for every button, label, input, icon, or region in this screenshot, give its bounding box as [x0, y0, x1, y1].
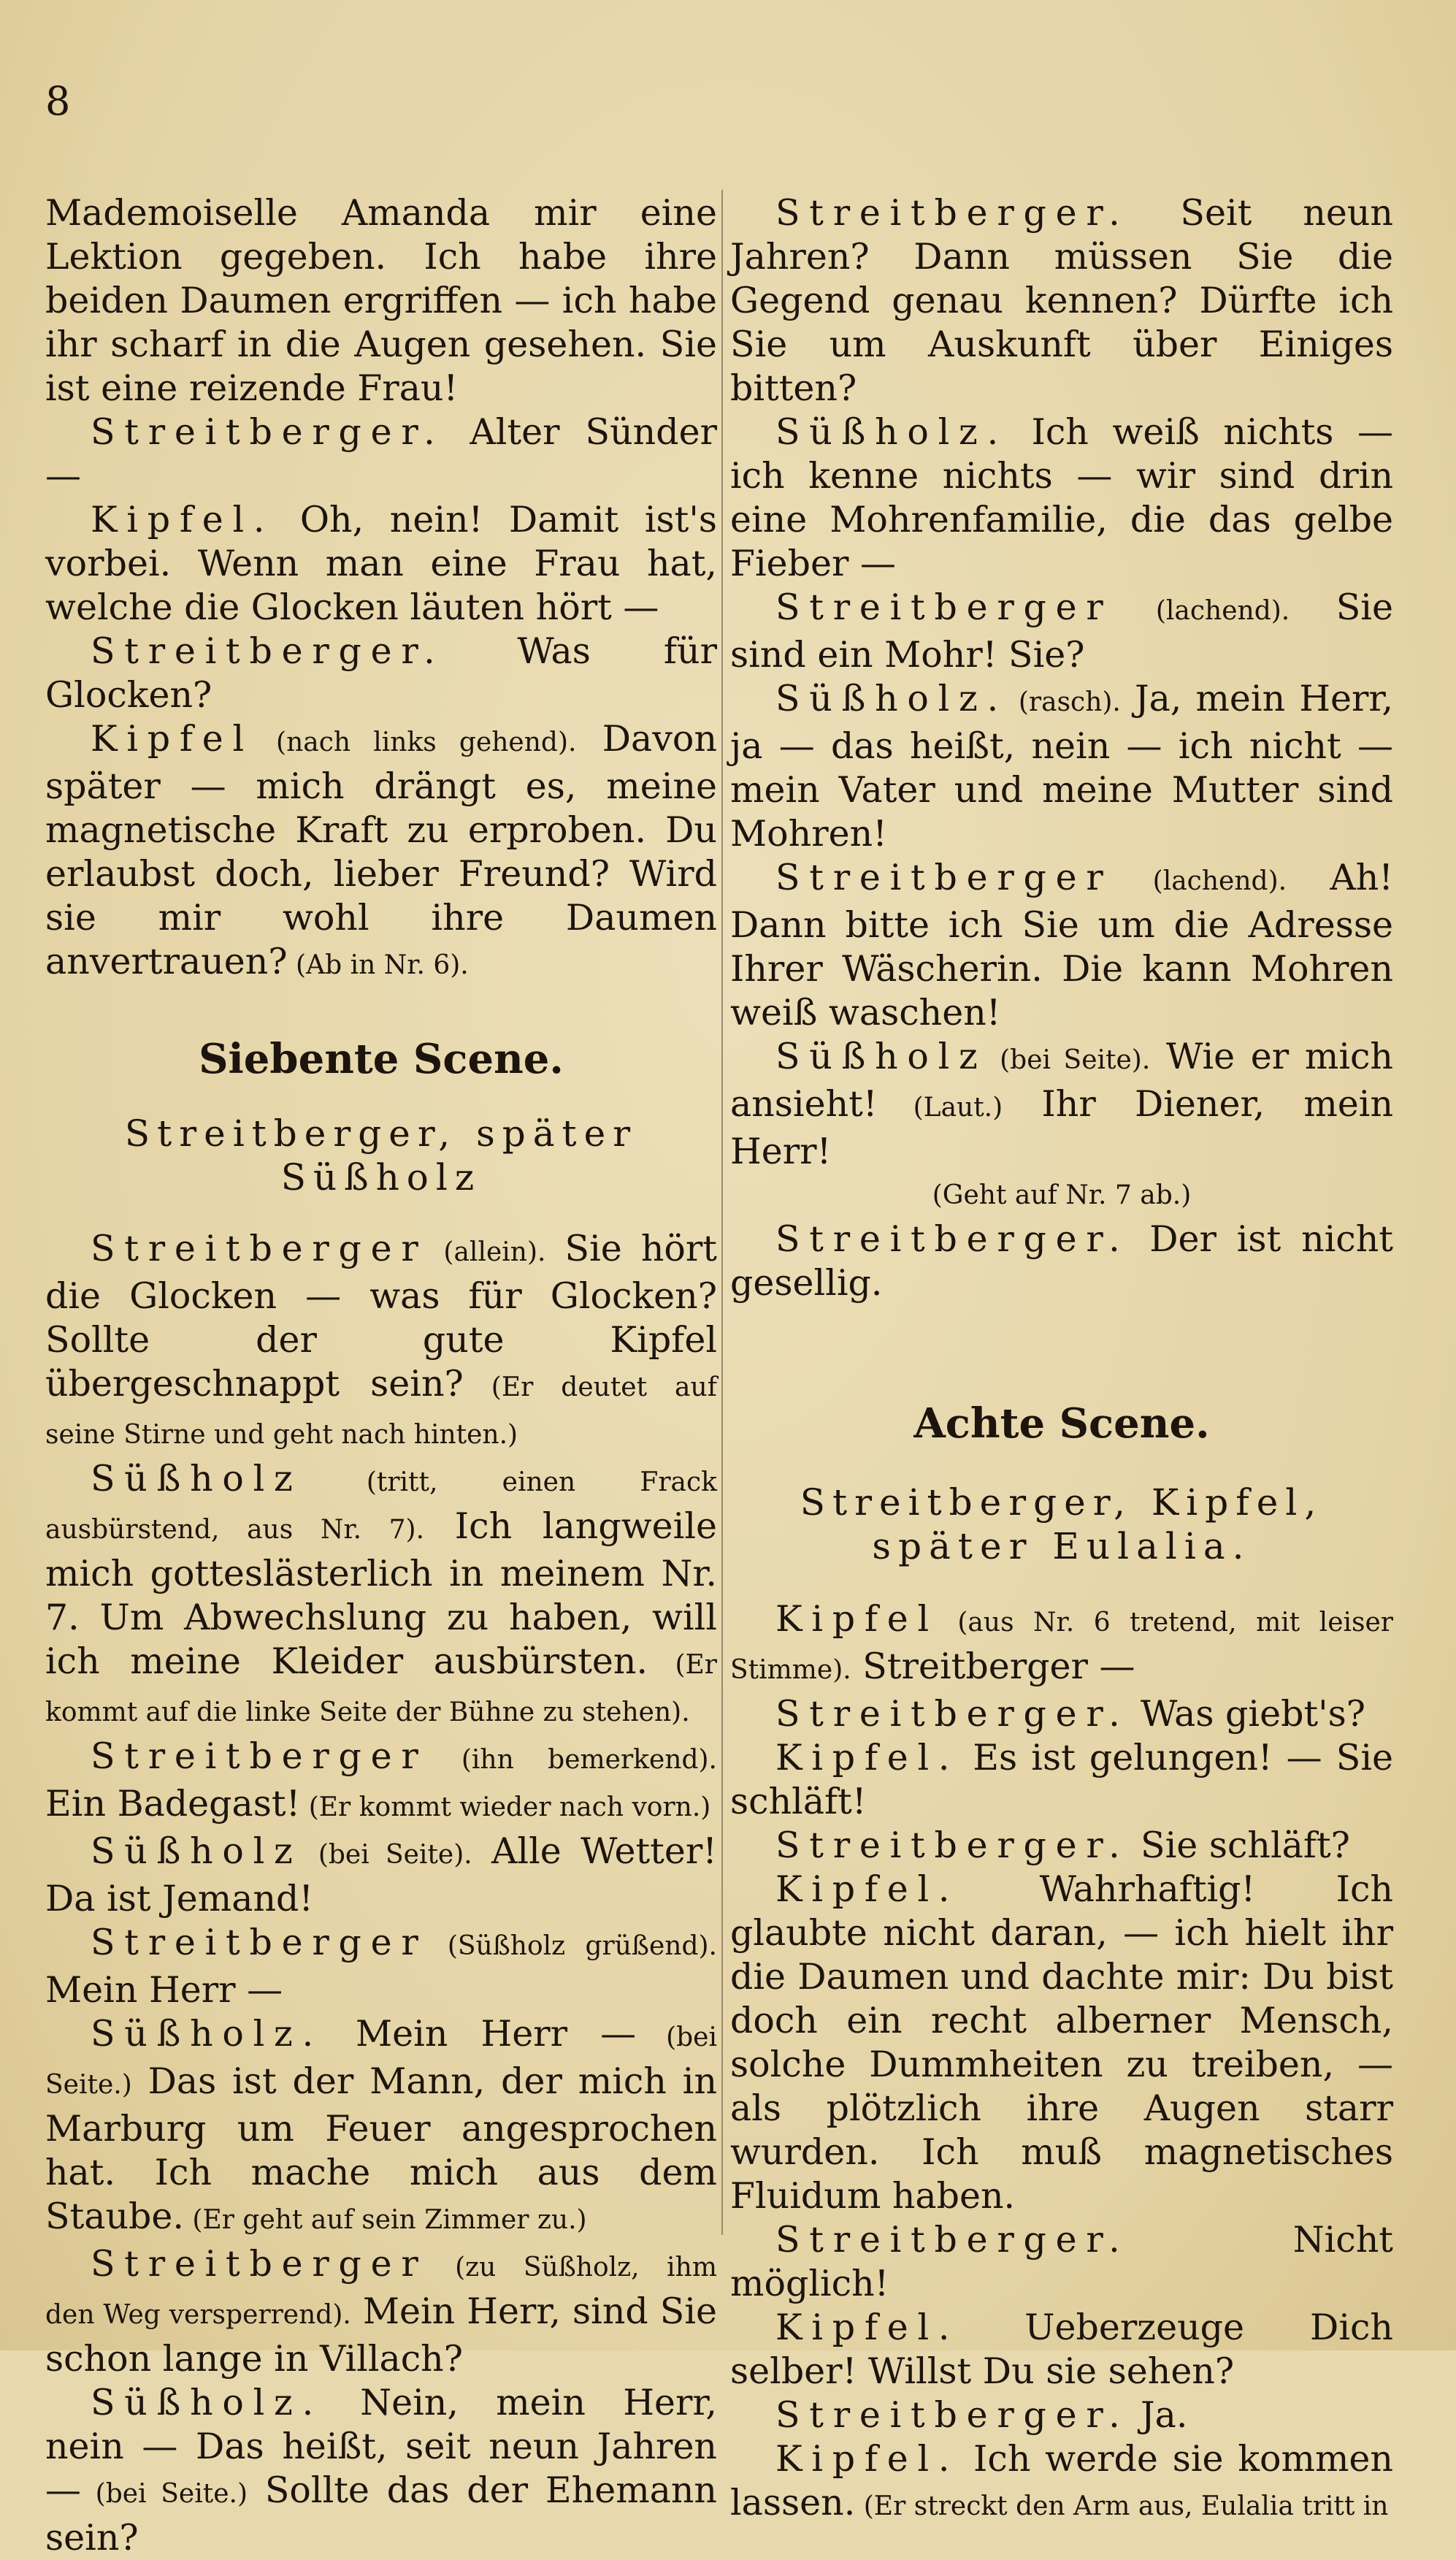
stage-direction: (bei Seite). [986, 1045, 1151, 1075]
paragraph [730, 1868, 1393, 2218]
dialogue-text: Oh, nein! Damit ist's vorbei. Wenn man eine Frau hat, welche die Glocken läuten hört — [45, 499, 717, 628]
paragraph [730, 1692, 1393, 1736]
speaker: Streitberger [91, 1735, 428, 1777]
speaker: Streitberger [91, 2243, 428, 2285]
paragraph [730, 1218, 1393, 1305]
paragraph [45, 1921, 717, 2012]
dialogue-text: Es ist gelungen! — Sie schläft! [730, 1737, 1393, 1822]
speaker: Streitberger [91, 1922, 428, 1963]
paragraph [730, 677, 1393, 856]
speaker: Streitberger [775, 586, 1113, 628]
speaker: Streitberger. [775, 1218, 1130, 1260]
speaker: Kipfel. [775, 1868, 959, 1910]
stage-direction: (bei Seite.) [81, 2479, 248, 2509]
stage-direction: (Ab in Nr. 6). [287, 950, 469, 980]
paragraph [45, 2012, 717, 2242]
stage-direction: (Laut.) [877, 1093, 1003, 1123]
stage-direction: (nach links gehend). [253, 727, 577, 757]
stage-direction: (lachend). [1112, 866, 1287, 896]
paragraph [45, 2242, 717, 2381]
speaker: Streitberger. [775, 1693, 1130, 1735]
paragraph [730, 191, 1393, 410]
speaker: Süßholz [91, 1830, 302, 1872]
speaker: Streitberger [91, 1228, 428, 1269]
scene-cast: Streitberger, Kipfel, später Eulalia. [800, 1481, 1324, 1567]
cast-name: Streitberger, [124, 1112, 458, 1155]
paragraph [730, 410, 1393, 586]
stage-direction: (bei Seite.) [45, 2022, 717, 2100]
dialogue-text: Was giebt's? [1129, 1693, 1366, 1735]
stage-direction: (ihn bemerkend). [427, 1745, 717, 1775]
stage-direction: (zu Süßholz, ihm den Weg versperrend). [45, 2253, 717, 2330]
paragraph [45, 191, 717, 410]
dialogue-text: Seit neun Jahren? Dann müssen Sie die Gegend genau kennen? Dürfte ich Sie um Auskunft über Einiges bitten? [730, 192, 1393, 409]
speaker: Süßholz. [91, 2013, 323, 2055]
scene-cast [45, 1112, 717, 1199]
paragraph [730, 2437, 1393, 2529]
paragraph [45, 2381, 717, 2560]
stage-direction: (tritt, einen Frack ausbürstend, aus Nr. 7). [45, 1467, 717, 1545]
stage-direction: (lachend). [1112, 596, 1290, 626]
dialogue-text: Ueberzeuge Dich selber! Willst Du sie sehen? [730, 2307, 1393, 2392]
page-number: 8 [45, 78, 71, 124]
paragraph [45, 1735, 717, 1830]
dialogue-text: Alle Wetter! Da ist Jemand! [45, 1830, 717, 1919]
stage-direction: (Er streckt den Arm aus, Eulalia tritt in [855, 2491, 1389, 2521]
speaker: Süßholz. [775, 678, 1008, 719]
dialogue-text: Nicht möglich! [730, 2219, 1393, 2304]
dialogue-text: Mademoiselle Amanda mir eine Lektion gegeben. Ich habe ihre beiden Daumen ergriffen — ich habe ihr scharf in die Augen gesehen. Sie ist eine reizende Frau! [45, 192, 717, 409]
dialogue-text: Mein Herr, sind Sie schon lange in Villach? [45, 2290, 717, 2380]
stage-direction: (Er geht auf sein Zimmer zu.) [183, 2205, 587, 2235]
dialogue-text: Wie er mich ansieht! [730, 1036, 1393, 1125]
dialogue-text: Ah! Dann bitte ich Sie um die Adresse Ihrer Wäscherin. Die kann Mohren weiß waschen! [730, 857, 1393, 1033]
dialogue-text: Mein Herr — [322, 2013, 637, 2055]
dialogue-text: Ich langweile mich gotteslästerlich in meinem Nr. 7. Um Abwechslung zu haben, will ich meine Kleider ausbürsten. [45, 1505, 717, 1682]
speaker: Streitberger. [775, 2219, 1130, 2261]
paragraph [730, 1736, 1393, 1824]
dialogue-text: Davon später — mich drängt es, meine magnetische Kraft zu erproben. Du erlaubst doch, lieber Freund? Wird sie mir wohl ihre Daumen anvertrauen? [45, 718, 717, 982]
speaker: Süßholz [775, 1036, 987, 1077]
speaker: Kipfel [775, 1598, 938, 1640]
dialogue-text: Ihr Diener, mein Herr! [730, 1083, 1394, 1172]
speaker: Süßholz [91, 1458, 302, 1499]
speaker: Streitberger [775, 857, 1113, 898]
dialogue-text: Ein Badegast! [45, 1783, 301, 1825]
dialogue-text: Sie hört die Glocken — was für Glocken? Sollte der gute Kipfel übergeschnappt sein? [45, 1228, 717, 1405]
dialogue-text: Ja, mein Herr, ja — das heißt, nein — ich nicht — mein Vater und meine Mutter sind Mohren! [730, 678, 1393, 855]
paragraph [45, 498, 717, 630]
paragraph [730, 2306, 1393, 2393]
paragraph [45, 630, 717, 717]
cast-text: später [457, 1112, 638, 1155]
dialogue-text: Ich weiß nichts — ich kenne nichts — wir sind drin eine Mohrenfamilie, die das gelbe Fieber — [730, 411, 1393, 584]
speaker: Streitberger. [775, 1825, 1130, 1866]
left-column [45, 191, 717, 2560]
speaker: Kipfel. [775, 2438, 959, 2480]
paragraph [730, 2218, 1393, 2306]
paragraph [730, 2393, 1393, 2437]
stage-direction-line: (Geht auf Nr. 7 ab.) [932, 1180, 1192, 1210]
dialogue-text: Wahrhaftig! Ich glaubte nicht daran, — ich hielt ihr die Daumen und dachte mir: Du bist doch ein recht alberner Mensch, solche Dummheiten zu treiben, — als plötzlich ihre Augen starr wurden. Ich muß magnetisches Fluidum haben. [730, 1868, 1393, 2217]
scene-heading: Siebente Scene. [199, 1035, 564, 1083]
cast-name: Süßholz [280, 1156, 482, 1199]
dialogue-text: Sie sind ein Mohr! Sie? [730, 586, 1393, 676]
stage-direction: (aus Nr. 6 tretend, mit leiser Stimme). [730, 1608, 1393, 1685]
speaker: Kipfel. [775, 1737, 959, 1778]
speaker: Kipfel. [91, 499, 275, 540]
paragraph [730, 1824, 1393, 1868]
right-column [730, 191, 1393, 2529]
speaker: Kipfel [91, 718, 253, 760]
stage-direction: (rasch). [1007, 687, 1121, 717]
speaker: Streitberger. [775, 2394, 1130, 2436]
stage-direction: (Er deutet auf seine Stirne und geht nach hinten.) [45, 1372, 718, 1450]
paragraph [730, 856, 1393, 1035]
dialogue-text: Alter Sünder — [45, 411, 717, 497]
paragraph [45, 1457, 717, 1735]
speaker: Süßholz. [775, 411, 1008, 453]
paragraph [45, 410, 717, 498]
paragraph [730, 1597, 1393, 1692]
dialogue-text: Ja. [1129, 2394, 1188, 2436]
dialogue-text: Der ist nicht gesellig. [730, 1218, 1393, 1304]
dialogue-text: Was für Glocken? [45, 630, 717, 716]
dialogue-text: Ich werde sie kommen lassen. [730, 2438, 1393, 2523]
paragraph [45, 1227, 717, 1457]
stage-direction: (Er kommt auf die linke Seite der Bühne zu stehen). [45, 1650, 717, 1727]
dialogue-text: Sollte das der Ehemann sein? [45, 2469, 717, 2559]
speaker: Süßholz. [91, 2382, 323, 2423]
scene-heading: Achte Scene. [913, 1399, 1210, 1448]
dialogue-text: Sie schläft? [1129, 1825, 1350, 1866]
stage-direction: (Süßholz grüßend). [427, 1931, 717, 1961]
dialogue-text: Streitberger — [851, 1646, 1135, 1687]
stage-direction: (Er kommt wieder nach vorn.) [300, 1792, 711, 1822]
stage-direction: (bei Seite). [302, 1840, 472, 1870]
speaker: Streitberger. [91, 411, 445, 453]
paragraph [730, 586, 1393, 677]
paragraph [730, 1035, 1393, 1174]
dialogue-text: Mein Herr — [45, 1969, 283, 2011]
stage-direction: (allein). [427, 1237, 546, 1267]
speaker: Kipfel. [775, 2307, 959, 2348]
paragraph [45, 1830, 717, 1921]
dialogue-text: Nein, mein Herr, nein — Das heißt, seit neun Jahren — [45, 2382, 717, 2511]
paragraph [45, 717, 717, 987]
dialogue-text: Das ist der Mann, der mich in Marburg um Feuer angesprochen hat. Ich mache mich aus dem Staube. [45, 2060, 717, 2237]
column-divider [721, 190, 723, 2235]
speaker: Streitberger. [775, 192, 1130, 234]
speaker: Streitberger. [91, 630, 445, 672]
